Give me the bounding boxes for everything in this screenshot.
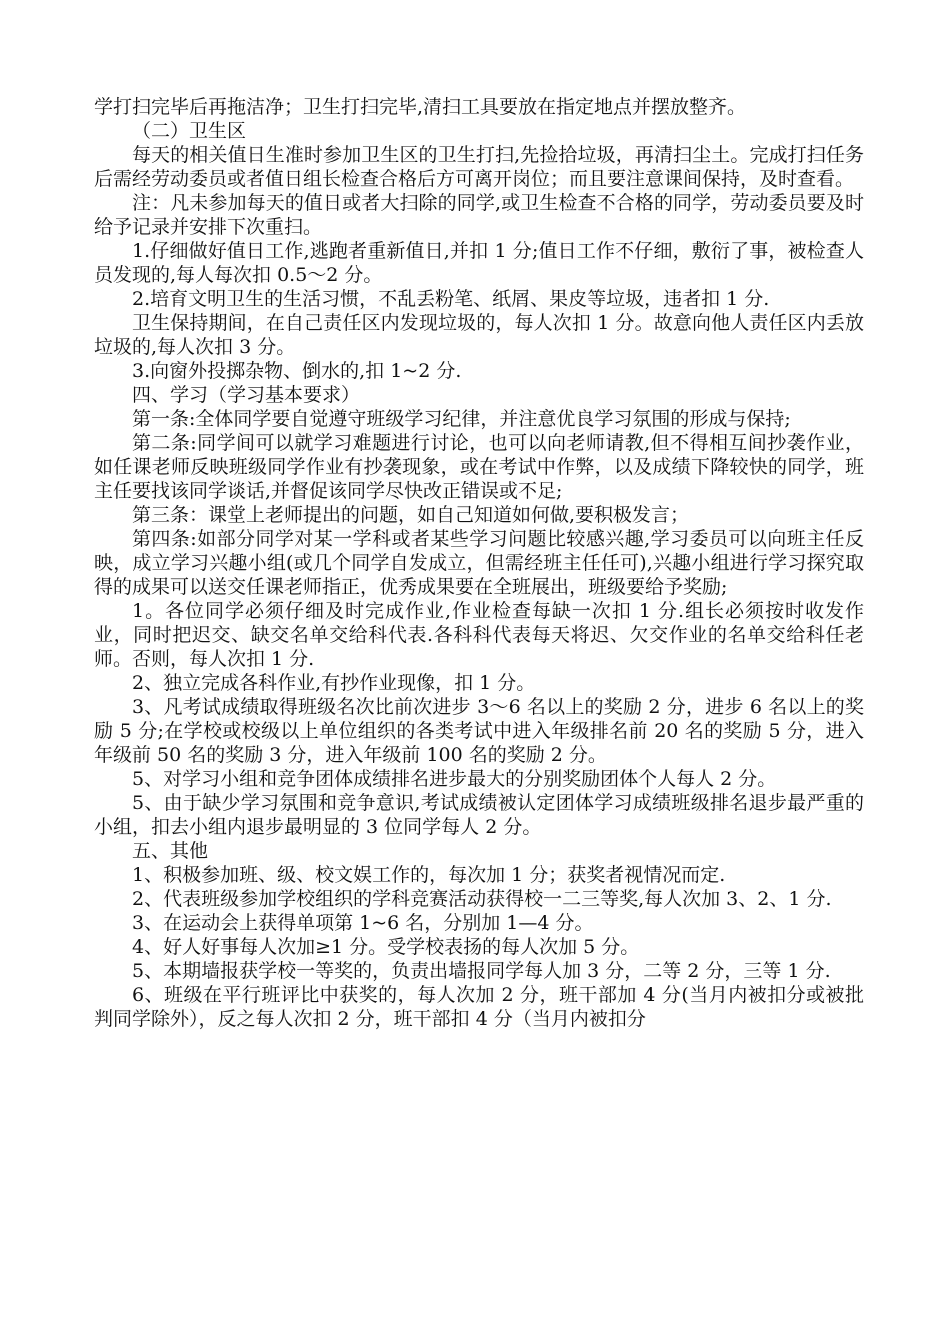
paragraph: （二）卫生区 (132, 120, 247, 142)
paragraph: 3、凡考试成绩取得班级名次比前次进步 3～6 名以上的奖励 2 分，进步 6 名以上的奖励 5 分;在学校或校级以上单位组织的各类考试中进入年级排名前 20 名的奖励 5 分，进入年级前 50 名的奖励 3 分，进入年级前 100 名的奖励 2 分。 (94, 696, 864, 766)
paragraph: 第三条：课堂上老师提出的问题，如自己知道如何做,要积极发言； (132, 504, 690, 526)
paragraph: 2.培育文明卫生的生活习惯，不乱丢粉笔、纸屑、果皮等垃圾，违者扣 1 分. (132, 288, 770, 310)
paragraph: 5、对学习小组和竞争团体成绩排名进步最大的分别奖励团体个人每人 2 分。 (132, 768, 777, 790)
paragraph: 6、班级在平行班评比中获奖的，每人次加 2 分，班干部加 4 分(当月内被扣分或被批判同学除外），反之每人次扣 2 分，班干部扣 4 分（当月内被扣分 (94, 984, 864, 1030)
paragraph: 四、学习（学习基本要求） (132, 384, 361, 406)
paragraph: 2、独立完成各科作业,有抄作业现像，扣 1 分。 (132, 672, 536, 694)
paragraph: 1.仔细做好值日工作,逃跑者重新值日,并扣 1 分;值日工作不仔细，敷衍了事，被检查人员发现的,每人每次扣 0.5～2 分。 (94, 240, 864, 286)
paragraph: 每天的相关值日生准时参加卫生区的卫生打扫,先捡拾垃圾，再清扫尘土。完成打扫任务后需经劳动委员或者值日组长检查合格后方可离开岗位；而且要注意课间保持，及时查看。 (94, 144, 864, 190)
paragraph: 2、代表班级参加学校组织的学科竞赛活动获得校一二三等奖,每人次加 3、2、1 分. (132, 888, 832, 910)
paragraph: 3.向窗外投掷杂物、倒水的,扣 1~2 分. (132, 360, 462, 382)
paragraph: 5、由于缺少学习氛围和竞争意识,考试成绩被认定团体学习成绩班级排名退步最严重的小组，扣去小组内退步最明显的 3 位同学每人 2 分。 (94, 792, 864, 838)
paragraph: 注：凡未参加每天的值日或者大扫除的同学,或卫生检查不合格的同学，劳动委员要及时给予记录并安排下次重扫。 (94, 192, 864, 238)
paragraph: 5、本期墙报获学校一等奖的，负责出墙报同学每人加 3 分，二等 2 分，三等 1 分. (132, 960, 831, 982)
paragraph: 卫生保持期间，在自己责任区内发现垃圾的，每人次扣 1 分。故意向他人责任区内丢放垃圾的,每人次扣 3 分。 (94, 312, 864, 358)
paragraph: 第二条:同学间可以就学习难题进行讨论，也可以向老师请教,但不得相互间抄袭作业，如任课老师反映班级同学作业有抄袭现象，或在考试中作弊，以及成绩下降较快的同学，班主任要找该同学谈话,并督促该同学尽快改正错误或不足; (94, 432, 864, 502)
paragraph: 1。各位同学必须仔细及时完成作业,作业检查每缺一次扣 1 分.组长必须按时收发作业，同时把迟交、缺交名单交给科代表.各科科代表每天将迟、欠交作业的名单交给科任老师。否则，每人次扣 1 分. (94, 600, 864, 670)
paragraph: 4、好人好事每人次加≥1 分。受学校表扬的每人次加 5 分。 (132, 936, 640, 958)
paragraph: 3、在运动会上获得单项第 1~6 名，分别加 1—4 分。 (132, 912, 594, 934)
paragraph: 第四条:如部分同学对某一学科或者某些学习问题比较感兴趣,学习委员可以向班主任反映，成立学习兴趣小组(或几个同学自发成立，但需经班主任任可),兴趣小组进行学习探究取得的成果可以送交任课老师指正，优秀成果要在全班展出，班级要给予奖励; (94, 528, 864, 598)
paragraph: 学打扫完毕后再拖洁净；卫生打扫完毕,清扫工具要放在指定地点并摆放整齐。 (94, 96, 747, 118)
document-body (94, 95, 864, 1031)
paragraph: 第一条:全体同学要自觉遵守班级学习纪律，并注意优良学习氛围的形成与保持; (132, 408, 791, 430)
paragraph: 1、积极参加班、级、校文娱工作的，每次加 1 分；获奖者视情况而定. (132, 864, 726, 886)
paragraph: 五、其他 (132, 840, 209, 862)
